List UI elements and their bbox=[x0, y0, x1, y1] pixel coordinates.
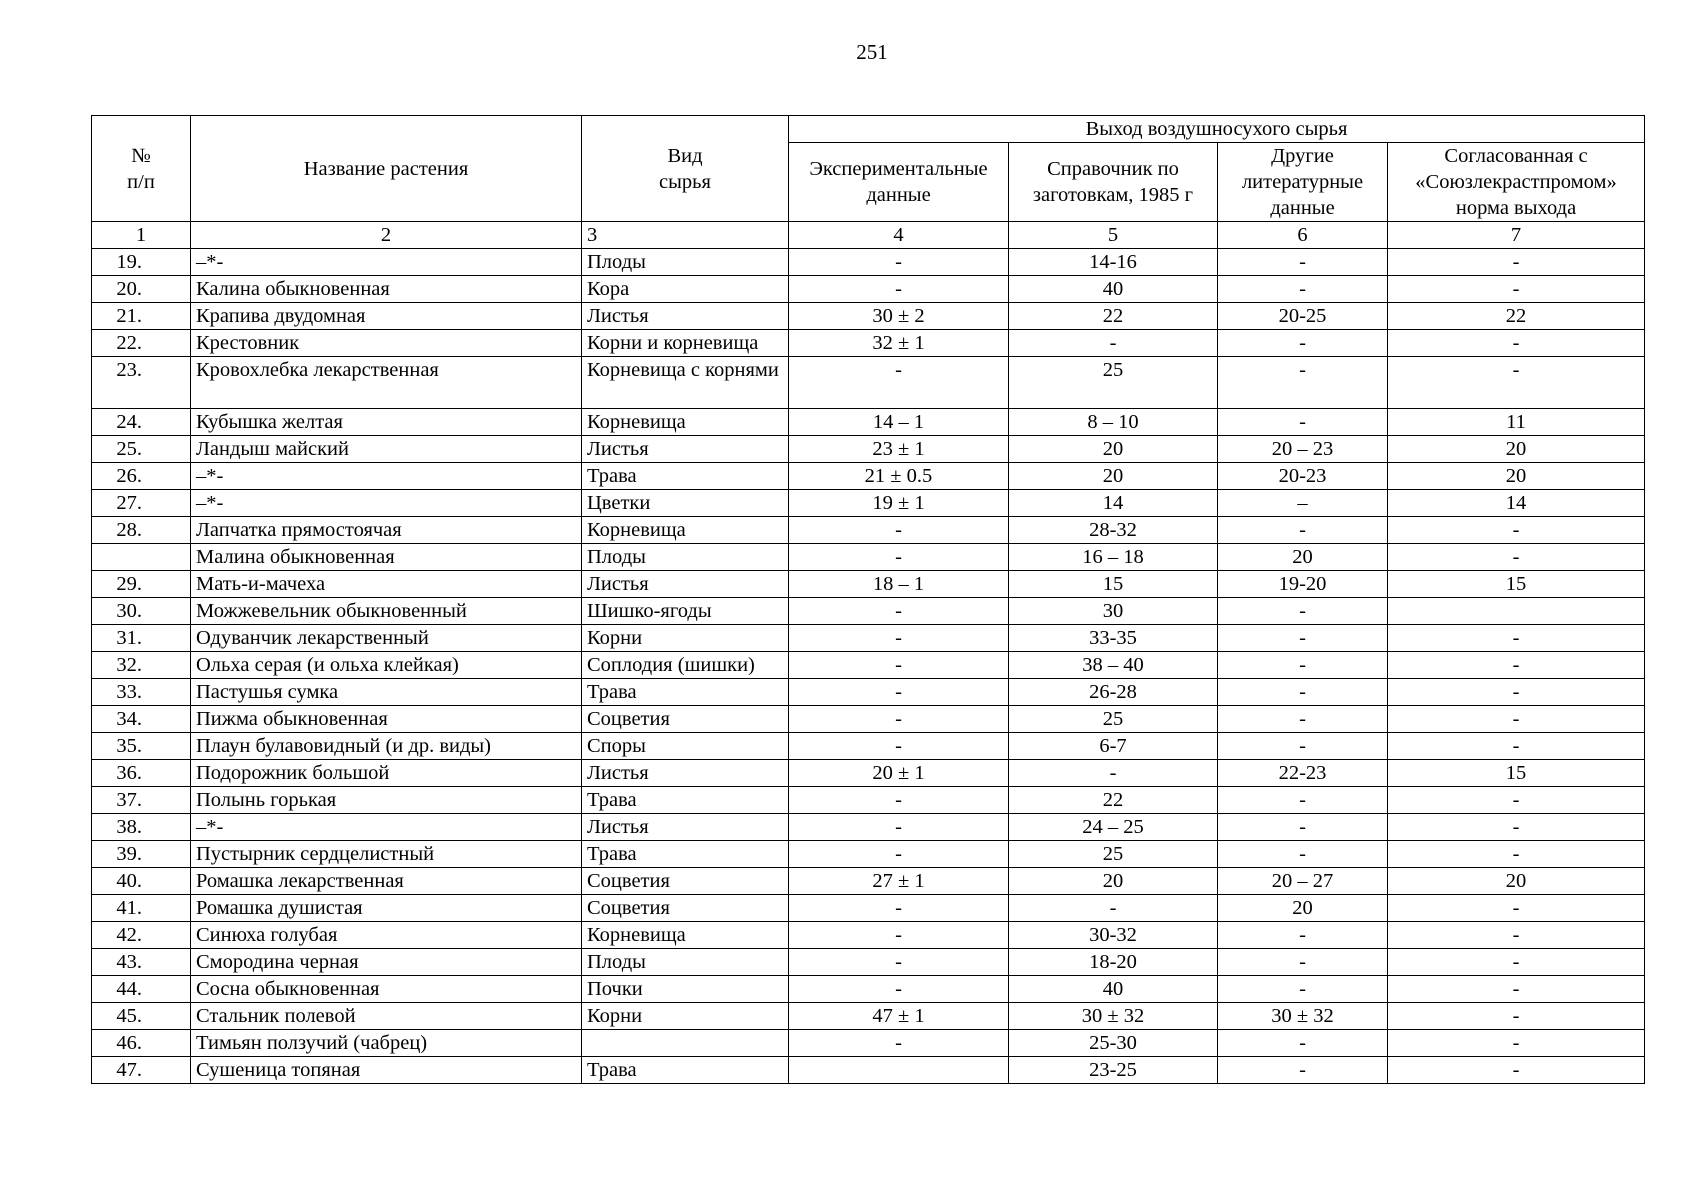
reference-value: 40 bbox=[1009, 276, 1218, 303]
plant-name: Сушеница топяная bbox=[191, 1057, 582, 1084]
raw-type: Трава bbox=[582, 787, 789, 814]
row-number: 42. bbox=[92, 922, 191, 949]
table-row bbox=[92, 841, 1645, 868]
experimental-value: - bbox=[789, 841, 1009, 868]
reference-value: 18-20 bbox=[1009, 949, 1218, 976]
header-plant-name: Название растения bbox=[191, 116, 582, 222]
reference-value: 26-28 bbox=[1009, 679, 1218, 706]
experimental-value: 14 – 1 bbox=[789, 409, 1009, 436]
plant-name: Лапчатка прямостоячая bbox=[191, 517, 582, 544]
table-row bbox=[92, 544, 1645, 571]
literature-value: - bbox=[1218, 1057, 1388, 1084]
experimental-value: - bbox=[789, 652, 1009, 679]
row-number: 38. bbox=[92, 814, 191, 841]
raw-type: Корневища bbox=[582, 922, 789, 949]
norm-value: - bbox=[1388, 1057, 1645, 1084]
norm-value: 20 bbox=[1388, 868, 1645, 895]
norm-value: - bbox=[1388, 330, 1645, 357]
plant-name: Пастушья сумка bbox=[191, 679, 582, 706]
row-number: 24. bbox=[92, 409, 191, 436]
row-number: 36. bbox=[92, 760, 191, 787]
plant-name: Стальник полевой bbox=[191, 1003, 582, 1030]
row-number: 37. bbox=[92, 787, 191, 814]
experimental-value: 30 ± 2 bbox=[789, 303, 1009, 330]
raw-type: Листья bbox=[582, 303, 789, 330]
literature-value: - bbox=[1218, 733, 1388, 760]
literature-value: 20 – 23 bbox=[1218, 436, 1388, 463]
column-number: 3 bbox=[582, 222, 789, 249]
plant-name: –*- bbox=[191, 490, 582, 517]
raw-type: Корни bbox=[582, 1003, 789, 1030]
literature-value: 20 bbox=[1218, 895, 1388, 922]
norm-value: - bbox=[1388, 1003, 1645, 1030]
column-number: 5 bbox=[1009, 222, 1218, 249]
literature-value: 20 – 27 bbox=[1218, 868, 1388, 895]
table-row bbox=[92, 249, 1645, 276]
literature-value: - bbox=[1218, 949, 1388, 976]
row-number bbox=[92, 544, 191, 571]
norm-value: - bbox=[1388, 814, 1645, 841]
table-row bbox=[92, 598, 1645, 625]
table-row bbox=[92, 868, 1645, 895]
raw-type: Листья bbox=[582, 814, 789, 841]
table-row bbox=[92, 787, 1645, 814]
column-number: 7 bbox=[1388, 222, 1645, 249]
column-number: 4 bbox=[789, 222, 1009, 249]
raw-type: Корни и корневища bbox=[582, 330, 789, 357]
raw-type: Листья bbox=[582, 571, 789, 598]
column-number: 1 bbox=[92, 222, 191, 249]
literature-value: - bbox=[1218, 625, 1388, 652]
norm-value: - bbox=[1388, 706, 1645, 733]
plant-name: –*- bbox=[191, 463, 582, 490]
experimental-value: - bbox=[789, 357, 1009, 409]
plant-name: Пустырник сердцелистный bbox=[191, 841, 582, 868]
norm-value: 20 bbox=[1388, 463, 1645, 490]
raw-type: Плоды bbox=[582, 544, 789, 571]
reference-value: 22 bbox=[1009, 787, 1218, 814]
table-row bbox=[92, 679, 1645, 706]
reference-value: 30 bbox=[1009, 598, 1218, 625]
raw-type: Соцветия bbox=[582, 895, 789, 922]
plant-name: Плаун булавовидный (и др. виды) bbox=[191, 733, 582, 760]
reference-value: 33-35 bbox=[1009, 625, 1218, 652]
plant-name: Кубышка желтая bbox=[191, 409, 582, 436]
experimental-value: - bbox=[789, 733, 1009, 760]
experimental-value: - bbox=[789, 949, 1009, 976]
plant-name: Ромашка душистая bbox=[191, 895, 582, 922]
row-number: 33. bbox=[92, 679, 191, 706]
literature-value: 20-25 bbox=[1218, 303, 1388, 330]
norm-value: - bbox=[1388, 652, 1645, 679]
experimental-value: - bbox=[789, 544, 1009, 571]
table-row bbox=[92, 625, 1645, 652]
plant-name: –*- bbox=[191, 814, 582, 841]
row-number: 35. bbox=[92, 733, 191, 760]
norm-value: 15 bbox=[1388, 571, 1645, 598]
literature-value: - bbox=[1218, 409, 1388, 436]
literature-value: - bbox=[1218, 706, 1388, 733]
row-number: 41. bbox=[92, 895, 191, 922]
experimental-value: 32 ± 1 bbox=[789, 330, 1009, 357]
plant-name: Крестовник bbox=[191, 330, 582, 357]
reference-value: 40 bbox=[1009, 976, 1218, 1003]
experimental-value: - bbox=[789, 922, 1009, 949]
table-row bbox=[92, 517, 1645, 544]
table-row bbox=[92, 949, 1645, 976]
plant-name: Смородина черная bbox=[191, 949, 582, 976]
plant-name: Мать-и-мачеха bbox=[191, 571, 582, 598]
experimental-value bbox=[789, 1057, 1009, 1084]
literature-value: – bbox=[1218, 490, 1388, 517]
reference-value: 16 – 18 bbox=[1009, 544, 1218, 571]
norm-value: - bbox=[1388, 895, 1645, 922]
row-number: 22. bbox=[92, 330, 191, 357]
header-raw-type: Вид сырья bbox=[582, 116, 789, 222]
table-row bbox=[92, 814, 1645, 841]
reference-value: 20 bbox=[1009, 868, 1218, 895]
plant-name: Малина обыкновенная bbox=[191, 544, 582, 571]
literature-value: - bbox=[1218, 598, 1388, 625]
literature-value: - bbox=[1218, 922, 1388, 949]
plant-name: Ольха серая (и ольха клейкая) bbox=[191, 652, 582, 679]
experimental-value: - bbox=[789, 976, 1009, 1003]
experimental-value: 21 ± 0.5 bbox=[789, 463, 1009, 490]
literature-value: 20-23 bbox=[1218, 463, 1388, 490]
row-number: 43. bbox=[92, 949, 191, 976]
experimental-value: 27 ± 1 bbox=[789, 868, 1009, 895]
norm-value: - bbox=[1388, 679, 1645, 706]
plant-name: Подорожник большой bbox=[191, 760, 582, 787]
raw-type: Трава bbox=[582, 463, 789, 490]
plant-name: Ромашка лекарственная bbox=[191, 868, 582, 895]
row-number: 31. bbox=[92, 625, 191, 652]
experimental-value: - bbox=[789, 517, 1009, 544]
norm-value: - bbox=[1388, 276, 1645, 303]
row-number: 28. bbox=[92, 517, 191, 544]
reference-value: 14-16 bbox=[1009, 249, 1218, 276]
table-row bbox=[92, 760, 1645, 787]
table-row bbox=[92, 652, 1645, 679]
table-row bbox=[92, 330, 1645, 357]
norm-value: 14 bbox=[1388, 490, 1645, 517]
norm-value: - bbox=[1388, 787, 1645, 814]
table-row bbox=[92, 895, 1645, 922]
experimental-value: - bbox=[789, 1030, 1009, 1057]
table-row bbox=[92, 1030, 1645, 1057]
table-row bbox=[92, 303, 1645, 330]
raw-type: Корни bbox=[582, 625, 789, 652]
literature-value: - bbox=[1218, 517, 1388, 544]
column-number: 6 bbox=[1218, 222, 1388, 249]
raw-type: Корневища bbox=[582, 409, 789, 436]
norm-value: 15 bbox=[1388, 760, 1645, 787]
row-number: 47. bbox=[92, 1057, 191, 1084]
plant-name: Крапива двудомная bbox=[191, 303, 582, 330]
experimental-value: - bbox=[789, 895, 1009, 922]
plant-name: Сосна обыкновенная bbox=[191, 976, 582, 1003]
header-yield-group: Выход воздушносухого сырья bbox=[789, 116, 1645, 143]
norm-value: - bbox=[1388, 841, 1645, 868]
row-number: 44. bbox=[92, 976, 191, 1003]
raw-type: Корневища с корнями bbox=[582, 357, 789, 409]
raw-type: Трава bbox=[582, 1057, 789, 1084]
literature-value: 22-23 bbox=[1218, 760, 1388, 787]
experimental-value: - bbox=[789, 814, 1009, 841]
literature-value: - bbox=[1218, 841, 1388, 868]
raw-material-yield-table bbox=[91, 115, 1645, 1084]
row-number: 23. bbox=[92, 357, 191, 409]
literature-value: - bbox=[1218, 976, 1388, 1003]
norm-value: - bbox=[1388, 733, 1645, 760]
norm-value: - bbox=[1388, 1030, 1645, 1057]
reference-value: 38 – 40 bbox=[1009, 652, 1218, 679]
table-row bbox=[92, 571, 1645, 598]
row-number: 45. bbox=[92, 1003, 191, 1030]
table-row bbox=[92, 976, 1645, 1003]
raw-type: Корневища bbox=[582, 517, 789, 544]
literature-value: - bbox=[1218, 330, 1388, 357]
column-number: 2 bbox=[191, 222, 582, 249]
reference-value: 15 bbox=[1009, 571, 1218, 598]
raw-type: Цветки bbox=[582, 490, 789, 517]
raw-type: Почки bbox=[582, 976, 789, 1003]
header-literature: Другие литературные данные bbox=[1218, 143, 1388, 222]
row-number: 19. bbox=[92, 249, 191, 276]
row-number: 21. bbox=[92, 303, 191, 330]
plant-name: Кровохлебка лекарственная bbox=[191, 357, 582, 409]
reference-value: 30-32 bbox=[1009, 922, 1218, 949]
experimental-value: - bbox=[789, 625, 1009, 652]
row-number: 30. bbox=[92, 598, 191, 625]
reference-value: 25 bbox=[1009, 706, 1218, 733]
reference-value: 30 ± 32 bbox=[1009, 1003, 1218, 1030]
row-number: 32. bbox=[92, 652, 191, 679]
experimental-value: 47 ± 1 bbox=[789, 1003, 1009, 1030]
raw-type: Плоды bbox=[582, 249, 789, 276]
reference-value: 20 bbox=[1009, 436, 1218, 463]
plant-name: Можжевельник обыкновенный bbox=[191, 598, 582, 625]
reference-value: 28-32 bbox=[1009, 517, 1218, 544]
table-row bbox=[92, 463, 1645, 490]
reference-value: 6-7 bbox=[1009, 733, 1218, 760]
header-reference-1985: Справочник по заготовкам, 1985 г bbox=[1009, 143, 1218, 222]
literature-value: - bbox=[1218, 1030, 1388, 1057]
literature-value: - bbox=[1218, 276, 1388, 303]
reference-value: 25-30 bbox=[1009, 1030, 1218, 1057]
plant-name: Пижма обыкновенная bbox=[191, 706, 582, 733]
table-row bbox=[92, 733, 1645, 760]
plant-name: Калина обыкновенная bbox=[191, 276, 582, 303]
row-number: 46. bbox=[92, 1030, 191, 1057]
plant-name: Тимьян ползучий (чабрец) bbox=[191, 1030, 582, 1057]
reference-value: 20 bbox=[1009, 463, 1218, 490]
table-row bbox=[92, 706, 1645, 733]
experimental-value: - bbox=[789, 276, 1009, 303]
table-row bbox=[92, 276, 1645, 303]
norm-value: - bbox=[1388, 544, 1645, 571]
row-number: 25. bbox=[92, 436, 191, 463]
table-row bbox=[92, 436, 1645, 463]
row-number: 20. bbox=[92, 276, 191, 303]
reference-value: 14 bbox=[1009, 490, 1218, 517]
literature-value: 30 ± 32 bbox=[1218, 1003, 1388, 1030]
table-row bbox=[92, 357, 1645, 409]
norm-value: 11 bbox=[1388, 409, 1645, 436]
experimental-value: - bbox=[789, 787, 1009, 814]
raw-type: Соцветия bbox=[582, 706, 789, 733]
plant-name: Синюха голубая bbox=[191, 922, 582, 949]
raw-type: Трава bbox=[582, 841, 789, 868]
raw-type: Споры bbox=[582, 733, 789, 760]
norm-value: - bbox=[1388, 922, 1645, 949]
norm-value: - bbox=[1388, 949, 1645, 976]
norm-value: - bbox=[1388, 976, 1645, 1003]
literature-value: - bbox=[1218, 249, 1388, 276]
literature-value: - bbox=[1218, 787, 1388, 814]
literature-value: 20 bbox=[1218, 544, 1388, 571]
experimental-value: 20 ± 1 bbox=[789, 760, 1009, 787]
table-row bbox=[92, 490, 1645, 517]
raw-type: Плоды bbox=[582, 949, 789, 976]
header-agreed-norm: Согласованная с «Союзлекрастпромом» норма выхода bbox=[1388, 143, 1645, 222]
reference-value: - bbox=[1009, 895, 1218, 922]
reference-value: 23-25 bbox=[1009, 1057, 1218, 1084]
row-number: 29. bbox=[92, 571, 191, 598]
header-experimental: Экспериментальные данные bbox=[789, 143, 1009, 222]
raw-type: Листья bbox=[582, 760, 789, 787]
plant-name: Ландыш майский bbox=[191, 436, 582, 463]
row-number: 34. bbox=[92, 706, 191, 733]
experimental-value: 23 ± 1 bbox=[789, 436, 1009, 463]
reference-value: 22 bbox=[1009, 303, 1218, 330]
experimental-value: - bbox=[789, 706, 1009, 733]
raw-type: Соцветия bbox=[582, 868, 789, 895]
header-number: № п/п bbox=[92, 116, 191, 222]
norm-value: - bbox=[1388, 249, 1645, 276]
norm-value: - bbox=[1388, 625, 1645, 652]
raw-type: Шишко-ягоды bbox=[582, 598, 789, 625]
table-row bbox=[92, 1057, 1645, 1084]
literature-value: - bbox=[1218, 357, 1388, 409]
norm-value: - bbox=[1388, 517, 1645, 544]
literature-value: - bbox=[1218, 679, 1388, 706]
reference-value: 25 bbox=[1009, 841, 1218, 868]
row-number: 39. bbox=[92, 841, 191, 868]
row-number: 27. bbox=[92, 490, 191, 517]
experimental-value: - bbox=[789, 598, 1009, 625]
raw-type: Трава bbox=[582, 679, 789, 706]
raw-type: Листья bbox=[582, 436, 789, 463]
table-row bbox=[92, 922, 1645, 949]
reference-value: - bbox=[1009, 330, 1218, 357]
norm-value: 22 bbox=[1388, 303, 1645, 330]
reference-value: - bbox=[1009, 760, 1218, 787]
reference-value: 8 – 10 bbox=[1009, 409, 1218, 436]
plant-name: Одуванчик лекарственный bbox=[191, 625, 582, 652]
reference-value: 25 bbox=[1009, 357, 1218, 409]
experimental-value: 19 ± 1 bbox=[789, 490, 1009, 517]
norm-value bbox=[1388, 598, 1645, 625]
table-row bbox=[92, 1003, 1645, 1030]
table-row bbox=[92, 409, 1645, 436]
experimental-value: - bbox=[789, 249, 1009, 276]
plant-name: Полынь горькая bbox=[191, 787, 582, 814]
raw-type bbox=[582, 1030, 789, 1057]
row-number: 26. bbox=[92, 463, 191, 490]
reference-value: 24 – 25 bbox=[1009, 814, 1218, 841]
literature-value: 19-20 bbox=[1218, 571, 1388, 598]
norm-value: - bbox=[1388, 357, 1645, 409]
plant-name: –*- bbox=[191, 249, 582, 276]
row-number: 40. bbox=[92, 868, 191, 895]
raw-type: Кора bbox=[582, 276, 789, 303]
experimental-value: 18 – 1 bbox=[789, 571, 1009, 598]
norm-value: 20 bbox=[1388, 436, 1645, 463]
literature-value: - bbox=[1218, 652, 1388, 679]
experimental-value: - bbox=[789, 679, 1009, 706]
column-numbers-row bbox=[92, 222, 1645, 249]
page-number: 251 bbox=[856, 40, 888, 64]
literature-value: - bbox=[1218, 814, 1388, 841]
raw-type: Соплодия (шишки) bbox=[582, 652, 789, 679]
